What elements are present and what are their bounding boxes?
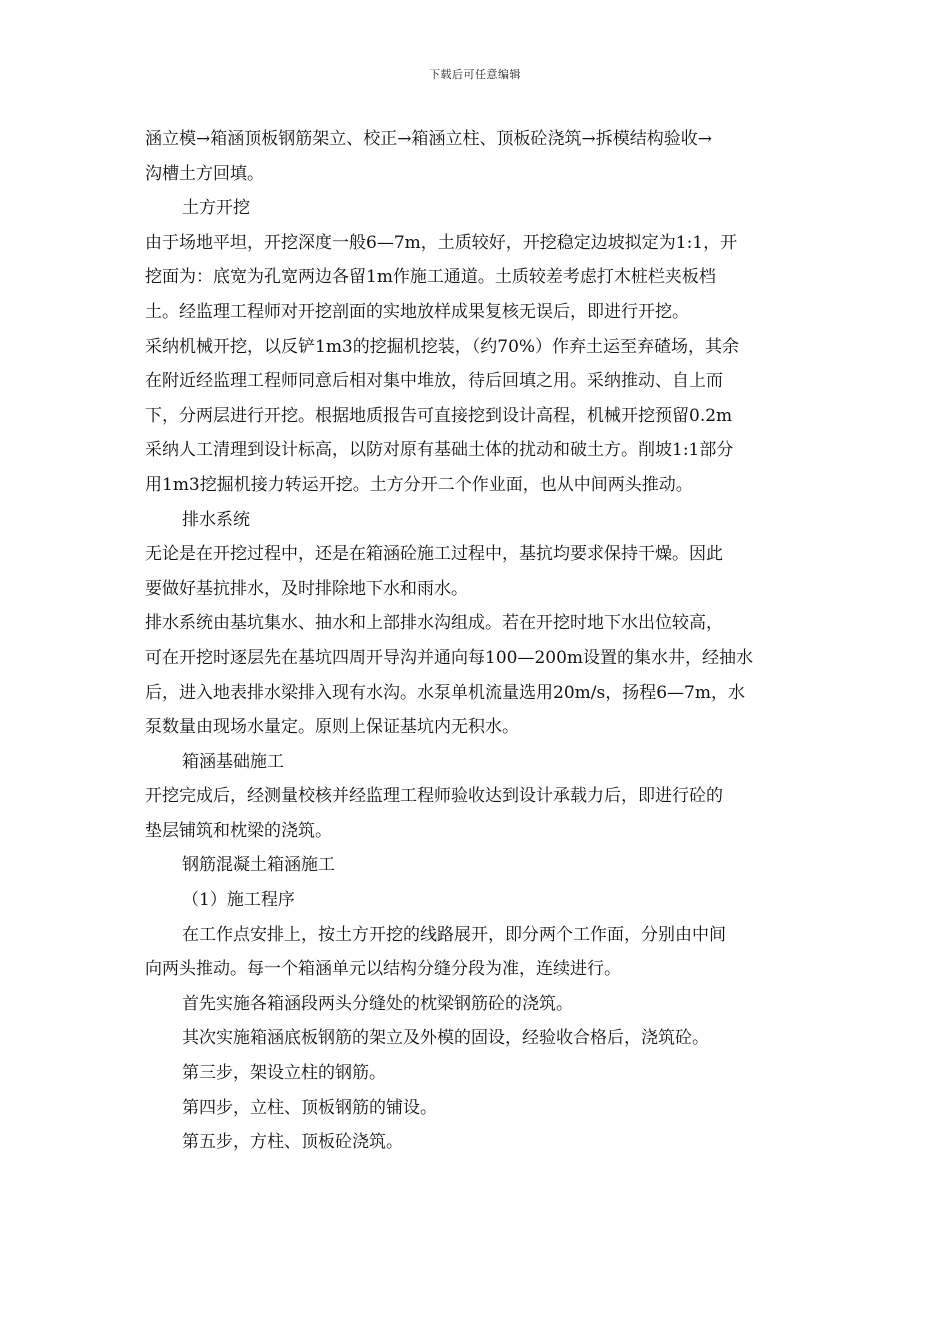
text-line: 垫层铺筑和枕梁的浇筑。 bbox=[145, 820, 332, 841]
text-line: 第五步，方柱、顶板砼浇筑。 bbox=[182, 1132, 403, 1153]
text-line: 开挖完成后，经测量校核并经监理工程师验收达到设计承载力后，即进行砼的 bbox=[145, 786, 723, 807]
text-line: 涵立模→箱涵顶板钢筋架立、校正→箱涵立柱、顶板砼浇筑→拆模结构验收→ bbox=[145, 129, 712, 149]
text-line: 挖面为：底宽为孔宽两边各留1m作施工通道。土质较差考虑打木桩栏夹板档 bbox=[145, 267, 716, 288]
text-line: 下，分两层进行开挖。根据地质报告可直接挖到设计高程，机械开挖预留0.2m bbox=[145, 405, 733, 426]
document-body bbox=[145, 122, 807, 1160]
section-heading: 箱涵基础施工 bbox=[182, 751, 284, 772]
text-line: 采纳机械开挖，以反铲1m3的挖掘机挖装，（约70%）作弃土运至弃碴场，其余 bbox=[145, 336, 740, 357]
text-line: 在附近经监理工程师同意后相对集中堆放，待后回填之用。采纳推动、自上而 bbox=[145, 371, 723, 392]
text-line: 用1m3挖掘机接力转运开挖。土方分开二个作业面，也从中间两头推动。 bbox=[145, 474, 693, 495]
text-line: 后，进入地表排水梁排入现有水沟。水泵单机流量选用20m/s，扬程6—7m，水 bbox=[145, 682, 745, 703]
section-heading: 土方开挖 bbox=[182, 198, 250, 219]
text-line: 由于场地平坦，开挖深度一般6—7m，土质较好，开挖稳定边坡拟定为1:1，开 bbox=[145, 232, 738, 253]
section-heading: 排水系统 bbox=[182, 509, 250, 530]
text-line: 第四步，立柱、顶板钢筋的铺设。 bbox=[182, 1097, 437, 1118]
text-line: 泵数量由现场水量定。原则上保证基坑内无积水。 bbox=[145, 717, 519, 738]
text-line: 向两头推动。每一个箱涵单元以结构分缝分段为准，连续进行。 bbox=[145, 959, 621, 980]
text-line: 排水系统由基坑集水、抽水和上部排水沟组成。若在开挖时地下水出位较高， bbox=[145, 613, 723, 634]
text-line: 沟槽土方回填。 bbox=[145, 163, 264, 184]
text-line: 首先实施各箱涵段两头分缝处的枕梁钢筋砼的浇筑。 bbox=[182, 993, 573, 1014]
text-line: 可在开挖时逐层先在基坑四周开导沟并通向每100—200m设置的集水井，经抽水 bbox=[145, 647, 754, 668]
section-heading: 钢筋混凝土箱涵施工 bbox=[182, 855, 335, 876]
text-line: 土。经监理工程师对开挖剖面的实地放样成果复核无误后，即进行开挖。 bbox=[145, 301, 689, 322]
page-header: 下载后可任意编辑 bbox=[429, 68, 521, 81]
text-line: 要做好基抗排水，及时排除地下水和雨水。 bbox=[145, 578, 468, 599]
text-line: 在工作点安排上，按土方开挖的线路展开，即分两个工作面，分别由中间 bbox=[182, 924, 726, 945]
text-line: 第三步，架设立柱的钢筋。 bbox=[182, 1063, 386, 1084]
text-line: 其次实施箱涵底板钢筋的架立及外模的固设，经验收合格后，浇筑砼。 bbox=[182, 1028, 709, 1049]
text-line: 无论是在开挖过程中，还是在箱涵砼施工过程中，基抗均要求保持干燥。因此 bbox=[145, 544, 723, 565]
subsection-heading: （1）施工程序 bbox=[182, 890, 295, 911]
text-line: 采纳人工清理到设计标高，以防对原有基础土体的扰动和破土方。削坡1:1部分 bbox=[145, 440, 734, 461]
